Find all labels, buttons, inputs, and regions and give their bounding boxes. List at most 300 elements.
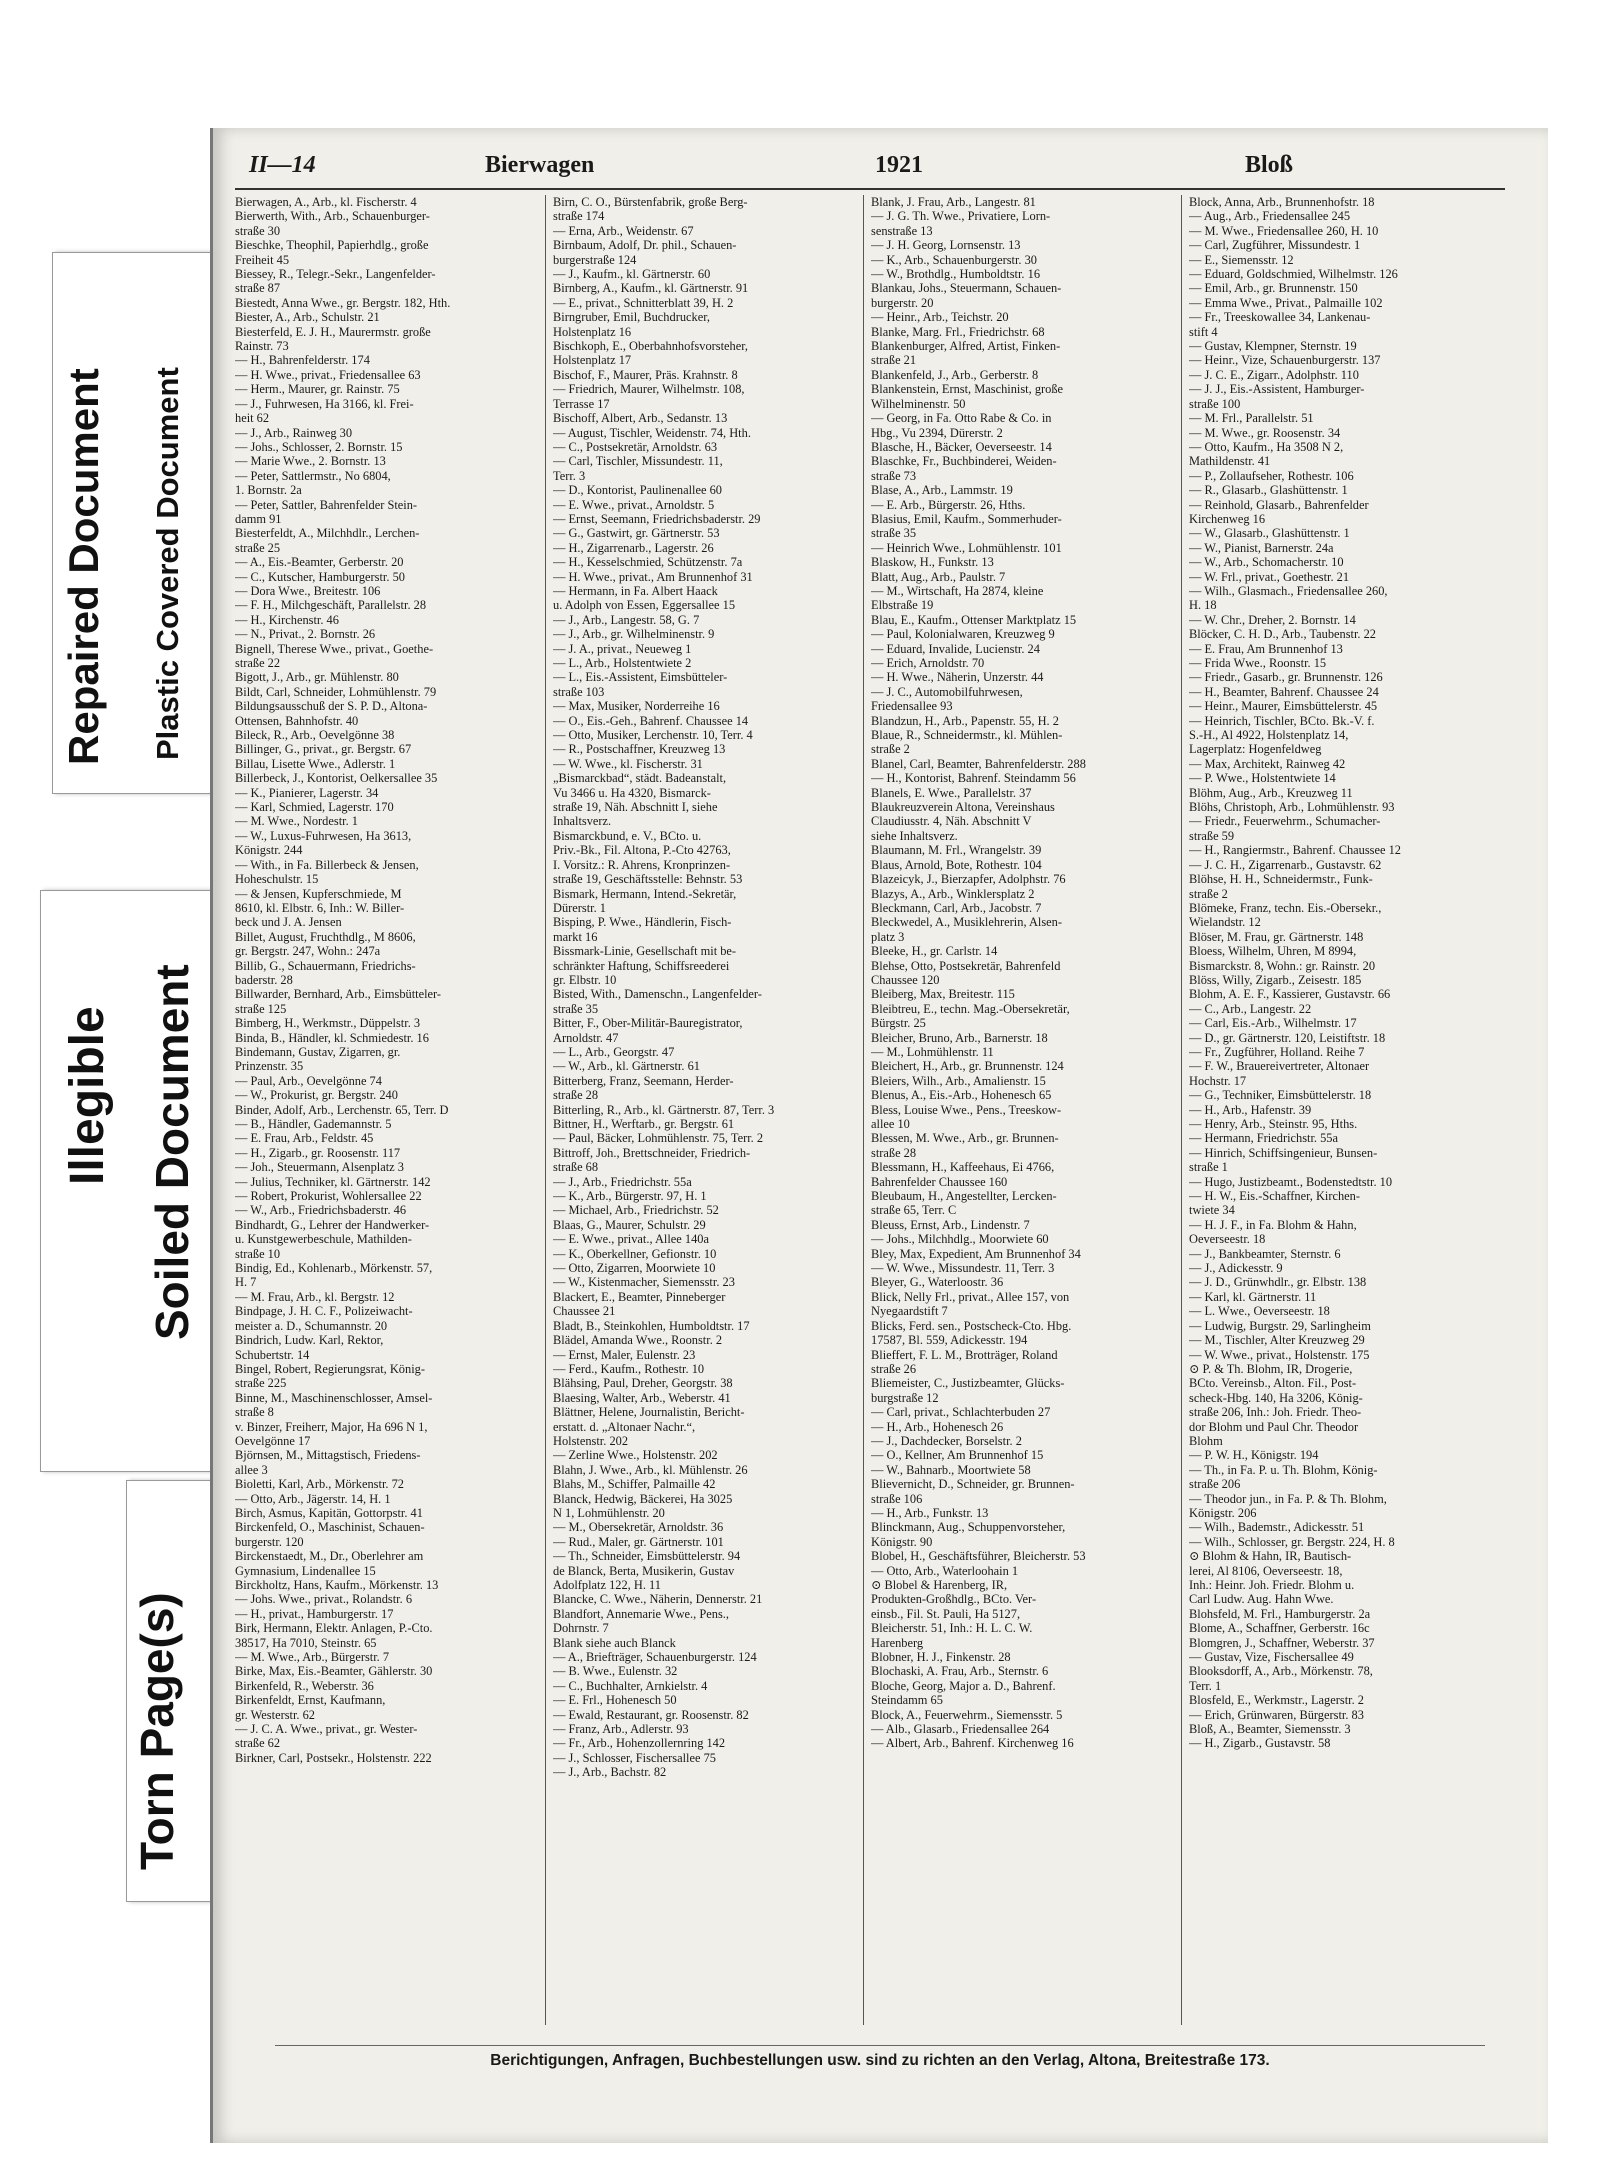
directory-entry: — Johs., Schlosser, 2. Bornstr. 15 [235,439,403,454]
directory-entry: — J. H. Georg, Lornsenstr. 13 [871,238,1021,253]
directory-entry: Bleckwedel, A., Musiklehrerin, Alsen- [871,915,1062,930]
directory-entry: Inh.: Heinr. Joh. Friedr. Blohm u. [1189,1578,1355,1592]
directory-entry: — K., Arb., Schauenburgerstr. 30 [871,252,1037,267]
directory-entry: — O., Eis.-Geh., Bahrenf. Chaussee 14 [553,713,749,728]
directory-entry: — Otto, Zigarren, Moorwiete 10 [553,1261,716,1276]
directory-entry: — L. Wwe., Oeverseestr. 18 [1189,1304,1330,1319]
directory-entry: — J. D., Grünwhdlr., gr. Elbstr. 138 [1189,1275,1367,1290]
directory-entry: straße 174 [553,209,605,224]
directory-entry: Blooksdorff, A., Arb., Mörkenstr. 78, [1189,1664,1373,1679]
directory-entry: — W., Arb., kl. Gärtnerstr. 61 [553,1059,700,1074]
directory-entry: — Heinr., Maurer, Eimsbüttelerstr. 45 [1189,699,1378,714]
directory-entry: Blenus, A., Eis.-Arb., Hohenesch 65 [871,1088,1052,1103]
directory-entry: Bioletti, Karl, Arb., Mörkenstr. 72 [235,1477,404,1492]
directory-entry: Bittroff, Joh., Brettschneider, Friedrich- [553,1145,751,1160]
directory-entry: straße 2 [871,742,910,757]
directory-entry: Birn, C. O., Bürstenfabrik, große Berg- [553,195,748,209]
directory-entry: — L., Arb., Georgstr. 47 [553,1044,675,1059]
directory-entry: N 1, Lohmühlenstr. 20 [553,1505,665,1520]
directory-entry: Birngruber, Emil, Buchdrucker, [553,310,710,325]
directory-entry: u. Kunstgewerbeschule, Mathilden- [235,1232,412,1247]
directory-entry: — Friedr., Feuerwehrm., Schumacher- [1189,814,1381,829]
directory-entry: Bisted, With., Damenschn., Langenfelder- [553,987,762,1002]
directory-entry: Friedensallee 93 [871,699,953,714]
directory-entry: ⊙ Blobel & Harenberg, IR, [871,1578,1008,1592]
directory-entry: — G., Techniker, Eimsbüttelerstr. 18 [1189,1088,1372,1103]
directory-entry: straße 26 [871,1361,917,1376]
directory-entry: Blaus, Arnold, Bote, Rothestr. 104 [871,857,1042,872]
directory-entry: Produkten-Großhdlg., BCto. Ver- [871,1592,1037,1607]
directory-entry: — H., Bahrenfelderstr. 174 [235,353,370,368]
directory-entry: burgerstr. 20 [871,295,934,310]
directory-entry: Bleiers, Wilh., Arb., Amalienstr. 15 [871,1073,1046,1088]
directory-entry: Blöhse, H. H., Schneidermstr., Funk- [1189,872,1373,887]
directory-entry: Blaas, G., Maurer, Schulstr. 29 [553,1217,706,1232]
directory-entry: Blöcker, C. H. D., Arb., Taubenstr. 22 [1189,627,1377,642]
directory-entry: Blahs, M., Schiffer, Palmaille 42 [553,1477,716,1492]
directory-entry: — E. Frau, Am Brunnenhof 13 [1189,641,1343,656]
directory-entry: Blättner, Helene, Journalistin, Bericht- [553,1405,745,1420]
directory-entry: Blehse, Otto, Postsekretär, Bahrenfeld [871,958,1061,973]
directory-entry: — Carl, Zugführer, Missundestr. 1 [1189,238,1361,253]
directory-entry: Bierwerth, With., Arb., Schauenburger- [235,209,430,224]
column-rule [863,195,864,2025]
directory-entry: „Bismarckbad“, städt. Badeanstalt, [553,771,727,786]
directory-entry: markt 16 [553,929,598,944]
directory-entry: Blädel, Amanda Wwe., Roonstr. 2 [553,1333,723,1348]
directory-entry: Blomgren, J., Schaffner, Weberstr. 37 [1189,1635,1375,1650]
directory-entry: Blank siehe auch Blanck [553,1635,676,1650]
directory-entry: — M., Obersekretär, Arnoldstr. 36 [553,1520,724,1535]
directory-entry: Blank, J. Frau, Arb., Langestr. 81 [871,195,1036,209]
directory-entry: straße 19, Näh. Abschnitt I, siehe [553,800,718,815]
directory-entry: Blase, A., Arb., Lammstr. 19 [871,483,1013,498]
directory-entry: ⊙ Blohm & Hahn, IR, Bautisch- [1189,1549,1352,1564]
directory-entry: — P. Wwe., Holstentwiete 14 [1189,771,1336,786]
directory-entry: — W., Pianist, Barnerstr. 24a [1189,540,1334,555]
column-rule [545,195,546,2025]
directory-entry: Blobel, H., Geschäftsführer, Bleicherstr. 53 [871,1549,1086,1564]
directory-entry: Blohsfeld, M. Frl., Hamburgerstr. 2a [1189,1606,1371,1621]
directory-entry: Birkenfeldt, Ernst, Kaufmann, [235,1693,386,1708]
directory-entry: Blick, Nelly Frl., privat., Allee 157, von [871,1289,1070,1304]
directory-entry: — C., Kutscher, Hamburgerstr. 50 [235,569,405,584]
directory-entry: — Erich, Grünwaren, Bürgerstr. 83 [1189,1707,1364,1722]
directory-entry: Binne, M., Maschinenschlosser, Amsel- [235,1390,433,1405]
directory-entry: — Wilh., Schlosser, gr. Bergstr. 224, H. 8 [1189,1534,1395,1549]
directory-entry: Bitterling, R., Arb., kl. Gärtnerstr. 87, Terr. 3 [553,1102,775,1117]
directory-entry: — Heinrich, Tischler, BCto. Bk.-V. f. [1189,713,1375,728]
directory-entry: — J., Arb., gr. Wilhelminenstr. 9 [553,627,715,642]
directory-column-4 [1189,195,1489,2030]
directory-entry: — J., Kaufm., kl. Gärtnerstr. 60 [553,267,711,282]
directory-entry: — E., privat., Schnitterblatt 39, H. 2 [553,295,734,310]
directory-entry: — August, Tischler, Weidenstr. 74, Hth. [553,425,751,440]
directory-entry: Birckenfeld, O., Maschinist, Schauen- [235,1520,425,1535]
directory-entry: — Julius, Techniker, kl. Gärtnerstr. 142 [235,1174,431,1189]
directory-entry: — Karl, Schmied, Lagerstr. 170 [235,800,394,815]
directory-entry: Bleckmann, Carl, Arb., Jacobstr. 7 [871,900,1042,915]
directory-entry: Bahrenfelder Chaussee 160 [871,1174,1008,1189]
directory-entry: Holstenplatz 16 [553,324,632,339]
directory-entry: Blaumann, M. Frl., Wrangelstr. 39 [871,843,1042,858]
directory-entry: gr. Elbstr. 10 [553,972,617,987]
directory-entry: Birk, Hermann, Elektr. Anlagen, P.-Cto. [235,1621,433,1636]
directory-entry: Königstr. 244 [235,843,303,858]
directory-entry: — H. J. F., in Fa. Blohm & Hahn, [1189,1217,1357,1232]
directory-entry: — K., Pianierer, Lagerstr. 34 [235,785,379,800]
directory-entry: Bley, Max, Expedient, Am Brunnenhof 34 [871,1246,1081,1261]
directory-entry: — J. C., Automobilfuhrwesen, [871,684,1023,699]
directory-entry: Biesterfeld, E. J. H., Maurermstr. große [235,324,431,339]
directory-entry: — Herm., Maurer, gr. Rainstr. 75 [235,382,400,397]
directory-entry: — Th., in Fa. P. u. Th. Blohm, König- [1189,1462,1378,1477]
directory-entry: — H., Arb., Hohenesch 26 [871,1419,1004,1434]
directory-entry: allee 10 [871,1117,910,1131]
directory-entry: Blohm, A. E. F., Kassierer, Gustavstr. 66 [1189,987,1391,1002]
directory-entry: u. Adolph von Essen, Eggersallee 15 [553,598,736,613]
directory-entry: — Friedrich, Maurer, Wilhelmstr. 108, [553,382,745,397]
directory-entry: Holstenplatz 17 [553,353,632,368]
directory-entry: siehe Inhaltsverz. [871,828,958,843]
directory-entry: — J. C. A. Wwe., privat., gr. Wester- [235,1722,418,1737]
directory-entry: 38517, Ha 7010, Steinstr. 65 [235,1635,377,1650]
directory-entry: — H., Zigarb., gr. Roosenstr. 117 [235,1145,401,1160]
directory-entry: Bindig, Ed., Kohlenarb., Mörkenstr. 57, [235,1261,433,1276]
directory-entry: straße 35 [871,526,917,541]
directory-entry: — Heinr., Arb., Teichstr. 20 [871,310,1009,325]
directory-entry: Binder, Adolf, Arb., Lerchenstr. 65, Terr. D [235,1102,449,1117]
soiled-document-label: Soiled Document [146,964,198,1340]
directory-entry: Mathildenstr. 41 [1189,454,1271,469]
directory-entry: — C., Buchhalter, Arnkielstr. 4 [553,1678,708,1693]
directory-entry: — Aug., Arb., Friedensallee 245 [1189,209,1351,224]
directory-entry: — Ernst, Seemann, Friedrichsbaderstr. 29 [553,511,761,526]
directory-entry: Blieffert, F. L. M., Brotträger, Roland [871,1347,1058,1362]
directory-entry: Birnberg, A., Kaufm., kl. Gärtnerstr. 91 [553,281,749,296]
directory-entry: Bignell, Therese Wwe., privat., Goethe- [235,641,434,656]
directory-entry: straße 25 [235,540,281,555]
directory-entry: straße 2 [1189,886,1228,901]
directory-entry: — M., Wirtschaft, Ha 2874, kleine [871,583,1044,598]
directory-entry: straße 225 [235,1376,287,1391]
directory-entry: Bischof, F., Maurer, Präs. Krahnstr. 8 [553,367,738,382]
directory-entry: twiete 34 [1189,1203,1235,1218]
directory-entry: straße 206, Inh.: Joh. Friedr. Theo- [1189,1405,1362,1420]
directory-entry: Billwarder, Bernhard, Arb., Eimsbütteler- [235,987,442,1002]
directory-entry: Bless, Louise Wwe., Pens., Treeskow- [871,1102,1062,1117]
directory-entry: Blöser, M. Frau, gr. Gärtnerstr. 148 [1189,929,1364,944]
directory-entry: — Otto, Arb., Waterloohain 1 [871,1563,1019,1578]
directory-entry: Hochstr. 17 [1189,1073,1247,1088]
directory-entry: straße 19, Geschäftsstelle: Behnstr. 53 [553,872,743,887]
directory-entry: Biesterfeldt, A., Milchhdlr., Lerchen- [235,526,420,541]
directory-entry: — Carl, Eis.-Arb., Wilhelmstr. 17 [1189,1016,1357,1031]
directory-entry: Blosfeld, E., Werkmstr., Lagerstr. 2 [1189,1693,1364,1708]
directory-entry: — Ferd., Kaufm., Rothestr. 10 [553,1361,705,1376]
directory-entry: Bildt, Carl, Schneider, Lohmühlenstr. 79 [235,684,437,699]
directory-entry: straße 30 [235,223,281,238]
directory-entry: Blahn, J. Wwe., Arb., kl. Mühlenstr. 26 [553,1462,748,1477]
directory-entry: — E. Frau, Arb., Feldstr. 45 [235,1131,374,1146]
directory-entry: Birkner, Carl, Postsekr., Holstenstr. 222 [235,1750,432,1765]
directory-entry: Blanel, Carl, Beamter, Bahrenfelderstr. 288 [871,756,1086,771]
directory-entry: Blankenfeld, J., Arb., Gerberstr. 8 [871,367,1039,382]
directory-entry: — J. C. E., Zigarr., Adolphstr. 110 [1189,367,1359,382]
directory-entry: — B., Händler, Gademannstr. 5 [235,1117,392,1131]
directory-entry: Hbg., Vu 2394, Dürerstr. 2 [871,425,1003,440]
directory-entry: straße 1 [1189,1160,1228,1175]
directory-entry: Billerbeck, J., Kontorist, Oelkersallee 35 [235,771,438,786]
directory-entry: — J. C. H., Zigarrenarb., Gustavstr. 62 [1189,857,1382,872]
directory-entry: Elbstraße 19 [871,598,934,613]
directory-entry: — M. Wwe., Arb., Bürgerstr. 7 [235,1650,390,1665]
directory-entry: Bloß, A., Beamter, Siemensstr. 3 [1189,1722,1351,1737]
directory-entry: Block, Anna, Arb., Brunnenhofstr. 18 [1189,195,1375,209]
directory-entry: — J., Arb., Rainweg 30 [235,425,353,440]
directory-entry: Blatt, Aug., Arb., Paulstr. 7 [871,569,1006,584]
directory-entry: Bieschke, Theophil, Papierhdlg., große [235,238,429,253]
directory-entry: — E. Wwe., privat., Arnoldstr. 5 [553,497,715,512]
directory-entry: Blaskow, H., Funkstr. 13 [871,555,994,570]
directory-entry: Blessmann, H., Kaffeehaus, Ei 4766, [871,1160,1055,1175]
directory-entry: Bigott, J., Arb., gr. Mühlenstr. 80 [235,670,399,685]
directory-entry: Freiheit 45 [235,252,290,267]
directory-entry: Bissmark-Linie, Gesellschaft mit be- [553,944,737,959]
directory-entry: straße 106 [871,1491,923,1506]
directory-entry: H. 18 [1189,598,1217,613]
directory-columns [235,195,1505,2030]
directory-entry: — M. Wwe., gr. Roosenstr. 34 [1189,425,1341,440]
directory-entry: dor Blohm und Paul Chr. Theodor [1189,1419,1359,1434]
directory-entry: Blömeke, Franz, techn. Eis.-Obersekr., [1189,900,1382,915]
directory-entry: straße 21 [871,353,917,368]
directory-entry: — W., Prokurist, gr. Bergstr. 240 [235,1088,398,1103]
directory-entry: — W., Bahnarb., Moortwiete 58 [871,1462,1031,1477]
directory-entry: Hoheschulstr. 15 [235,872,319,887]
directory-entry: Block, A., Feuerwehrm., Siemensstr. 5 [871,1707,1063,1722]
directory-entry: Blasius, Emil, Kaufm., Sommerhuder- [871,511,1062,526]
directory-entry: Lagerplatz: Hogenfeldweg [1189,742,1322,757]
directory-entry: Blievernicht, D., Schneider, gr. Brunnen- [871,1477,1075,1492]
directory-entry: Blackert, E., Beamter, Pinneberger [553,1289,726,1304]
directory-entry: — H., Rangiermstr., Bahrenf. Chaussee 12 [1189,843,1401,858]
directory-entry: — J., Arb., Bachstr. 82 [553,1765,667,1780]
directory-entry: — Max, Musiker, Norderreihe 16 [553,699,720,714]
directory-entry: — Gustav, Klempner, Sternstr. 19 [1189,339,1357,354]
directory-entry: Bladt, B., Steinkohlen, Humboldtstr. 17 [553,1318,750,1333]
directory-entry: platz 3 [871,929,905,944]
directory-entry: — H., privat., Hamburgerstr. 17 [235,1606,394,1621]
directory-entry: — Otto, Musiker, Lerchenstr. 10, Terr. 4 [553,728,753,743]
directory-entry: — D., Kontorist, Paulinenallee 60 [553,483,722,498]
directory-entry: — Alb., Glasarb., Friedensallee 264 [871,1722,1050,1737]
directory-entry: — M., Tischler, Alter Kreuzweg 29 [1189,1333,1365,1348]
directory-entry: Dohrnstr. 7 [553,1621,609,1636]
directory-entry: Bleicherstr. 51, Inh.: H. L. C. W. [871,1621,1033,1636]
directory-entry: Königstr. 90 [871,1534,933,1549]
directory-entry: straße 68 [553,1160,599,1175]
directory-entry: burgstraße 12 [871,1390,939,1405]
directory-entry: — H., Beamter, Bahrenf. Chaussee 24 [1189,684,1379,699]
directory-entry: straße 73 [871,468,917,483]
directory-entry: — Georg, in Fa. Otto Rabe & Co. in [871,411,1052,426]
directory-entry: Björnsen, M., Mittagstisch, Friedens- [235,1448,421,1463]
directory-entry: — Paul, Arb., Oevelgönne 74 [235,1073,382,1088]
first-entry-word: Bierwagen [485,152,595,178]
directory-entry: — L., Eis.-Assistent, Eimsbütteler- [553,670,728,685]
directory-entry: Carl Ludw. Aug. Hahn Wwe. [1189,1592,1334,1607]
directory-entry: Ottensen, Bahnhofstr. 40 [235,713,359,728]
directory-entry: — P., Zollaufseher, Rothestr. 106 [1189,468,1354,483]
directory-entry: Birckenstaedt, M., Dr., Oberlehrer am [235,1549,424,1564]
directory-entry: Bismarckbund, e. V., BCto. u. [553,828,702,843]
directory-entry: Blanke, Marg. Frl., Friedrichstr. 68 [871,324,1045,339]
directory-entry: straße 22 [235,656,281,670]
directory-entry: Billau, Lisette Wwe., Adlerstr. 1 [235,756,396,771]
directory-entry: Blaukreuzverein Altona, Vereinshaus [871,800,1055,815]
directory-entry: Adolfplatz 122, H. 11 [553,1578,661,1592]
directory-entry: — W., Luxus-Fuhrwesen, Ha 3613, [235,828,412,843]
directory-entry: — W. Chr., Dreher, 2. Bornstr. 14 [1189,612,1356,627]
directory-entry: — Friedr., Gasarb., gr. Brunnenstr. 126 [1189,670,1383,685]
directory-entry: burgerstraße 124 [553,252,637,267]
directory-entry: — Th., Schneider, Eimsbüttelerstr. 94 [553,1549,741,1564]
directory-entry: — Hugo, Justizbeamt., Bodenstedtstr. 10 [1189,1174,1393,1189]
directory-entry: Birch, Asmus, Kapitän, Gottorpstr. 41 [235,1505,423,1520]
directory-entry: — D., gr. Gärtnerstr. 120, Leistiftstr. 18 [1189,1030,1386,1045]
directory-column-1 [235,195,535,2030]
directory-entry: Blähsing, Paul, Dreher, Georgstr. 38 [553,1376,733,1391]
directory-entry: Bismark, Hermann, Intend.-Sekretär, [553,886,737,901]
directory-entry: Bittner, H., Werftarb., gr. Bergstr. 61 [553,1117,735,1131]
directory-entry: Bleyer, G., Waterloostr. 36 [871,1275,1004,1290]
directory-entry: Rainstr. 73 [235,339,289,354]
directory-entry: Bitter, F., Ober-Militär-Bauregistrator, [553,1016,743,1031]
directory-entry: — Emma Wwe., Privat., Palmaille 102 [1189,295,1383,310]
directory-entry: — M. Frl., Parallelstr. 51 [1189,411,1314,426]
directory-entry: — Fr., Treeskowallee 34, Lankenau- [1189,310,1371,325]
directory-entry: Terrasse 17 [553,396,610,411]
directory-entry: — Otto, Arb., Jägerstr. 14, H. 1 [235,1491,391,1506]
directory-entry: — H. Wwe., Näherin, Unzerstr. 44 [871,670,1044,685]
directory-entry: — Hinrich, Schiffsingenieur, Bunsen- [1189,1145,1378,1160]
directory-entry: — Dora Wwe., Breitestr. 106 [235,583,381,598]
directory-entry: Birkenfeld, R., Weberstr. 36 [235,1678,374,1693]
directory-entry: straße 35 [553,1001,599,1016]
directory-entry: — M. Wwe., Friedensallee 260, H. 10 [1189,223,1379,238]
directory-entry: — Carl, Tischler, Missundestr. 11, [553,454,723,469]
directory-entry: senstraße 13 [871,223,933,238]
directory-entry: Blanels, E. Wwe., Parallelstr. 37 [871,785,1032,800]
directory-entry: Bürgstr. 25 [871,1016,926,1031]
directory-entry: Bismarckstr. 8, Wohn.: gr. Rainstr. 20 [1189,958,1376,973]
directory-entry: — Paul, Bäcker, Lohmühlenstr. 75, Terr. 2 [553,1131,764,1146]
directory-entry: — Karl, kl. Gärtnerstr. 11 [1189,1289,1317,1304]
directory-entry: straße 65, Terr. C [871,1203,957,1218]
directory-entry: straße 100 [1189,396,1241,411]
directory-entry: BCto. Vereinsb., Alton. Fil., Post- [1189,1376,1357,1391]
directory-entry: baderstr. 28 [235,972,293,987]
directory-entry: — Albert, Arb., Bahrenf. Kirchenweg 16 [871,1736,1074,1751]
directory-entry: — K., Oberkellner, Gefionstr. 10 [553,1246,717,1261]
directory-entry: S.-H., Al 4922, Holstenplatz 14, [1189,728,1349,743]
directory-entry: Blaschke, Fr., Buchbinderei, Weiden- [871,454,1057,469]
directory-entry: — Otto, Kaufm., Ha 3508 N 2, [1189,439,1344,454]
directory-entry: Bleubaum, H., Angestellter, Lercken- [871,1189,1057,1204]
directory-entry: Oeverseestr. 18 [1189,1232,1266,1247]
directory-entry: gr. Bergstr. 247, Wohn.: 247a [235,944,381,959]
directory-entry: Blau, E., Kaufm., Ottenser Marktplatz 15 [871,612,1077,627]
directory-entry: Blankenstein, Ernst, Maschinist, große [871,382,1064,397]
directory-entry: — Carl, privat., Schlachterbuden 27 [871,1405,1051,1420]
directory-entry: — H. W., Eis.-Schaffner, Kirchen- [1189,1189,1360,1204]
plastic-covered-label: Plastic Covered Document [150,367,185,760]
directory-entry: I. Vorsitz.: R. Ahrens, Kronprinzen- [553,857,731,872]
directory-entry: Bierwagen, A., Arb., kl. Fischerstr. 4 [235,195,417,209]
directory-entry: — Eduard, Goldschmied, Wilhelmstr. 126 [1189,267,1398,282]
directory-entry: Chaussee 21 [553,1304,616,1319]
directory-entry: straße 87 [235,281,281,296]
directory-entry: — J., Arb., Langestr. 58, G. 7 [553,612,700,627]
directory-entry: Bindhardt, G., Lehrer der Handwerker- [235,1217,430,1232]
directory-entry: Arnoldstr. 47 [553,1030,619,1045]
directory-entry: — Eduard, Invalide, Lucienstr. 24 [871,641,1040,656]
directory-entry: — W., Brothdlg., Humboldtstr. 16 [871,267,1041,282]
directory-entry: lerei, Al 8106, Oeverseestr. 18, [1189,1563,1343,1578]
directory-entry: Bitterberg, Franz, Seemann, Herder- [553,1073,734,1088]
torn-pages-label: Torn Page(s) [131,1592,183,1870]
directory-entry: — M. Wwe., Nordestr. 1 [235,814,358,829]
directory-entry: — J., Arb., Friedrichstr. 55a [553,1174,692,1189]
directory-entry: — M., Lohmühlenstr. 11 [871,1044,994,1059]
directory-entry: Priv.-Bk., Fil. Altona, P.-Cto 42763, [553,843,731,858]
directory-entry: Bleeke, H., gr. Carlstr. 14 [871,944,998,959]
page-number: II—14 [249,152,316,178]
directory-entry: — W., Kistenmacher, Siemensstr. 23 [553,1275,735,1290]
directory-entry: de Blanck, Berta, Musikerin, Gustav [553,1563,735,1578]
directory-entry: Bleiberg, Max, Breitestr. 115 [871,987,1015,1002]
directory-entry: — J., Fuhrwesen, Ha 3166, kl. Frei- [235,396,414,411]
directory-entry: ⊙ P. & Th. Blohm, IR, Drogerie, [1189,1361,1353,1376]
directory-entry: Blandzun, H., Arb., Papenstr. 55, H. 2 [871,713,1059,728]
directory-entry: — J. G. Th. Wwe., Privatiere, Lorn- [871,209,1051,224]
directory-entry: Bindpage, J. H. C. F., Polizeiwacht- [235,1304,413,1319]
directory-entry: Blöhm, Aug., Arb., Kreuzweg 11 [1189,785,1353,800]
directory-entry: — F. H., Milchgeschäft, Parallelstr. 28 [235,598,427,613]
directory-entry: — W., Glasarb., Glashüttenstr. 1 [1189,526,1350,541]
directory-entry: — Zerline Wwe., Holstenstr. 202 [553,1448,718,1463]
directory-entry: — Heinr., Vize, Schauenburgerstr. 137 [1189,353,1381,368]
directory-entry: — Ludwig, Burgstr. 29, Sarlingheim [1189,1318,1371,1333]
directory-entry: Bingel, Robert, Regierungsrat, König- [235,1361,425,1376]
directory-entry: — E. Frl., Hohenesch 50 [553,1693,677,1708]
directory-entry: — H., Kontorist, Bahrenf. Steindamm 56 [871,771,1076,786]
directory-entry: — Gustav, Vize, Fischersallee 49 [1189,1650,1354,1665]
directory-entry: Bindrich, Ludw. Karl, Rektor, [235,1333,384,1348]
directory-entry: — Max, Architekt, Rainweg 42 [1189,756,1346,771]
directory-entry: straße 59 [1189,828,1235,843]
directory-entry: Claudiusstr. 4, Näh. Abschnitt V [871,814,1032,829]
directory-entry: Holstenstr. 202 [553,1433,629,1448]
directory-entry: Bileck, R., Arb., Oevelgönne 38 [235,728,395,743]
directory-entry: Birckholtz, Hans, Kaufm., Mörkenstr. 13 [235,1578,439,1592]
directory-entry: Blessen, M. Wwe., Arb., gr. Brunnen- [871,1131,1059,1146]
directory-entry: — R., Glasarb., Glashüttenstr. 1 [1189,483,1348,498]
directory-entry: burgerstr. 120 [235,1534,304,1549]
directory-entry: schränkter Haftung, Schiffsreederei [553,958,730,973]
directory-entry: — P. W. H., Königstr. 194 [1189,1448,1319,1463]
